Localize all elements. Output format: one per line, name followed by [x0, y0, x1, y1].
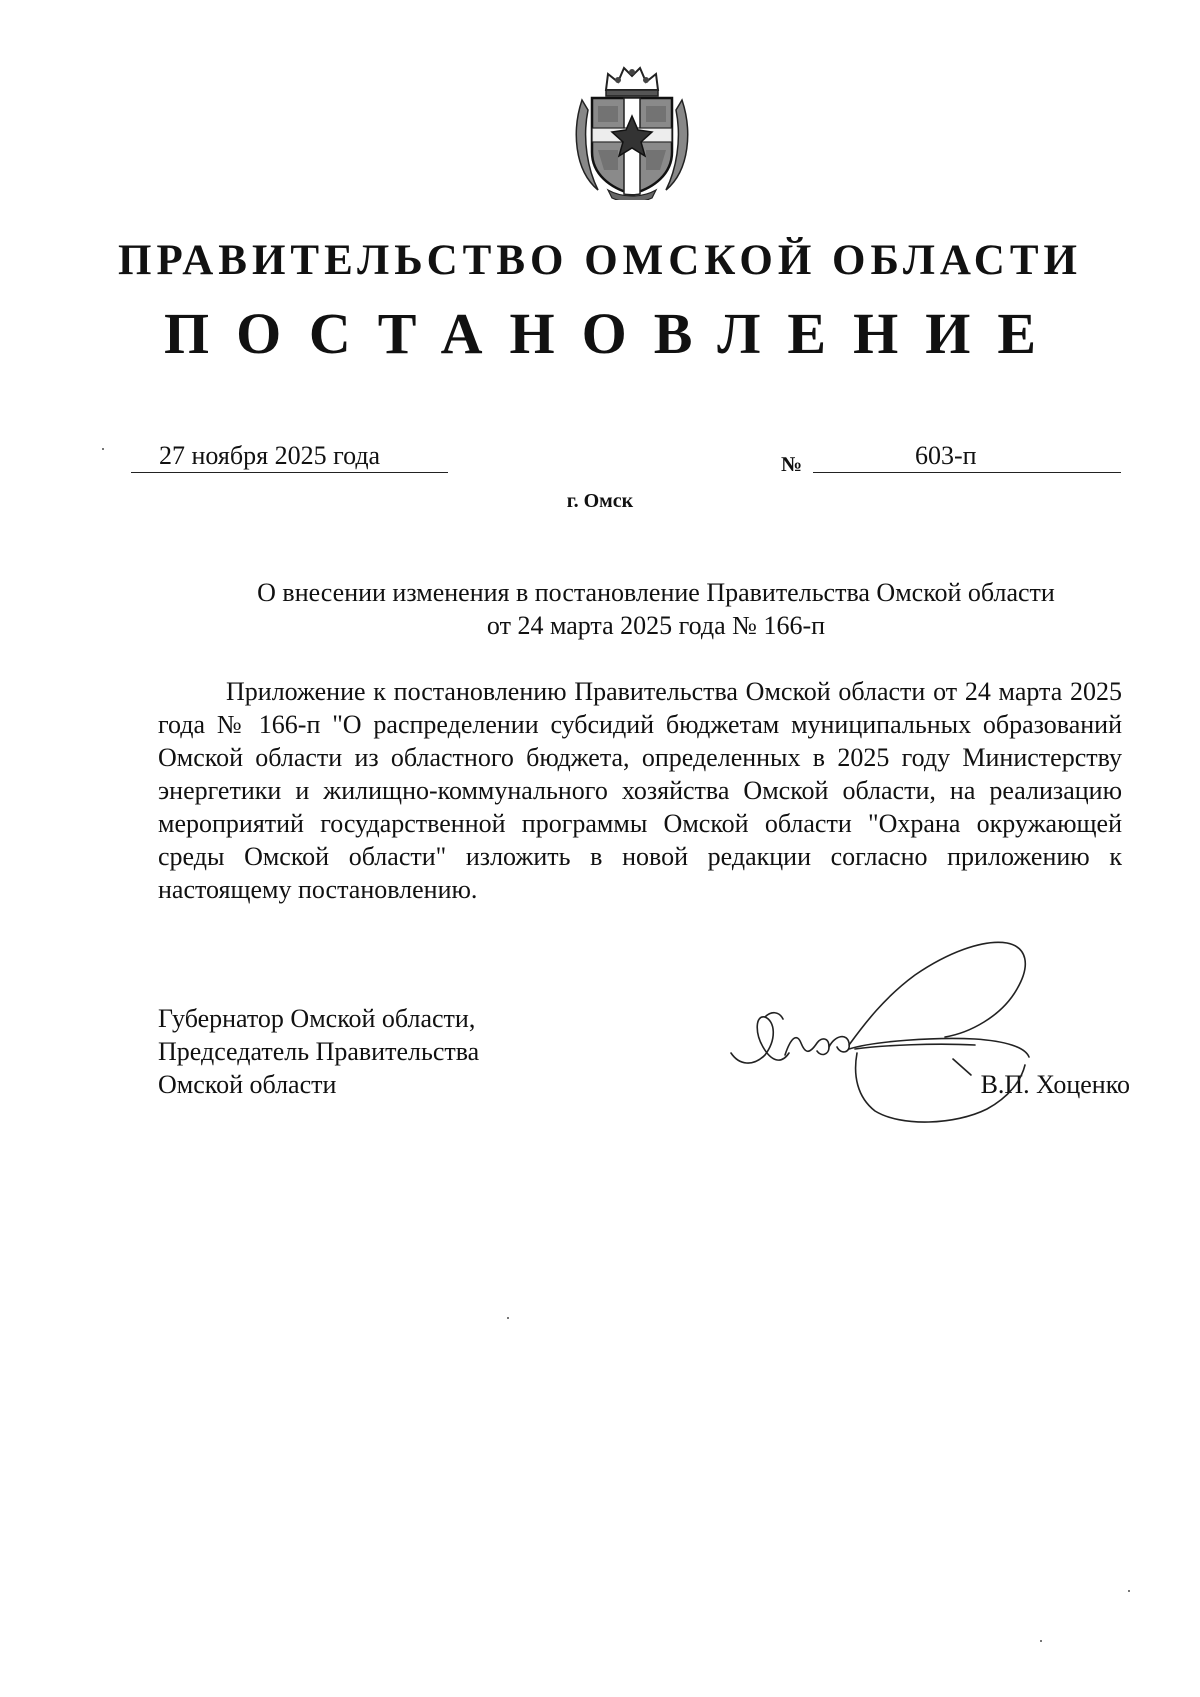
subject-line-1: О внесении изменения в постановление Правительства Омской области [257, 578, 1055, 607]
scan-speck [102, 448, 104, 450]
signatory-position [158, 1002, 578, 1101]
signatory-position-line-2: Председатель Правительства [158, 1037, 480, 1066]
scan-speck [507, 1317, 509, 1319]
document-subject [180, 576, 1132, 642]
document-number: 603-п [813, 440, 1121, 473]
coat-of-arms-icon [568, 60, 696, 200]
signatory-name: В.П. Хоценко [980, 1070, 1130, 1099]
scan-speck [1040, 1640, 1042, 1642]
signature-icon [725, 925, 1065, 1145]
number-sign: № [781, 452, 803, 476]
scan-speck [1128, 1590, 1130, 1592]
signatory-position-line-3: Омской области [158, 1070, 337, 1099]
city: г. Омск [566, 490, 634, 512]
subject-line-2: от 24 марта 2025 года № 166-п [486, 611, 826, 640]
body-paragraph: Приложение к постановлению Правительства Омской области от 24 марта 2025 года № 166-п "О распределении субсидий бюджетам муниципальных образований Омской области из областного бюджета, определенных в 2025 году Министерству энергетики и жилищно-коммунального хозяйства Омской области, на реализацию мероприятий государственной программы Омской области "Охрана окружающей среды Омской области" изложить в новой редакции согласно приложению к настоящему постановлению. [158, 677, 1122, 904]
document-type-title: ПОСТАНОВЛЕНИЕ [163, 301, 1064, 366]
document-date: 27 ноября 2025 года [131, 440, 448, 473]
government-title: ПРАВИТЕЛЬСТВО ОМСКОЙ ОБЛАСТИ [118, 237, 1082, 284]
signatory-position-line-1: Губернатор Омской области, [158, 1004, 476, 1033]
